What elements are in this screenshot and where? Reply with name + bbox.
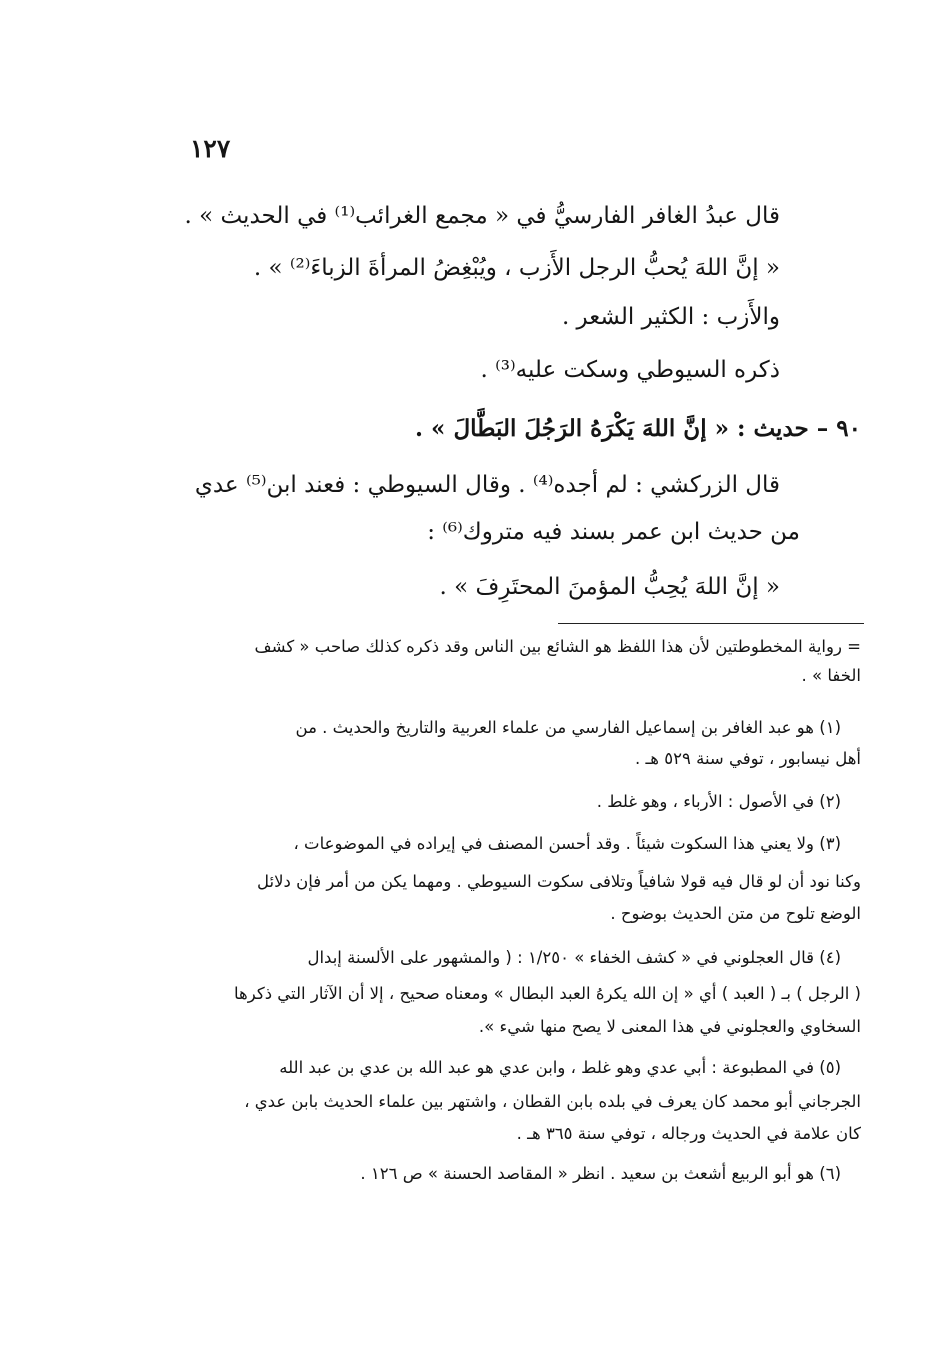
footnote-3-line-2: وكنا نود أن لو قال فيه قولا شافياً وتلافى سكوت السيوطي . ومهما يكن من أمر فإن دلائل	[257, 872, 861, 891]
text-line-8: « إنَّ اللهَ يُحِبُّ المؤمنَ المحتَرِفَ » .	[439, 574, 780, 600]
footnote-continued-line-2: الخفا » .	[801, 666, 861, 685]
text-line-6: قال الزركشي : لم أجده⁽⁴⁾ . وقال السيوطي : فعند ابن⁽⁵⁾ عدي	[194, 472, 780, 498]
footnote-1-line-1: (١) هو عبد الغافر بن إسماعيل الفارسي من علماء العربية والتاريخ والحديث . من	[295, 718, 841, 737]
footnote-3-line-1: (٣) ولا يعني هذا السكوت شيئاً . وقد أحسن المصنف في إيراده في الموضوعات ،	[293, 834, 841, 853]
footnote-1-line-2: أهل نيسابور ، توفي سنة ٥٢٩ هـ .	[634, 749, 861, 768]
page-number: ١٢٧	[190, 134, 231, 163]
text-line-4: ذكره السيوطي وسكت عليه⁽³⁾ .	[480, 357, 780, 383]
footnote-divider	[558, 623, 864, 624]
footnote-2: (٢) في الأصول : الأرباء ، وهو غلط .	[596, 792, 841, 811]
footnote-6: (٦) هو أبو الربيع أشعث بن سعيد . انظر « المقاصد الحسنة » ص ١٢٦ .	[360, 1164, 841, 1183]
footnote-3-line-3: الوضع تلوح من متن الحديث بوضوح .	[610, 904, 861, 923]
footnote-5-line-3: كان علامة في الحديث ورجاله ، توفي سنة ٣٦٥ هـ .	[516, 1124, 861, 1143]
footnote-4-line-2: ( الرجل ) بـ ( العبد ) أي « إن الله يكرهُ العبد البطال » ومعناه صحيح ، إلا أن الآثار التي ذكرها	[234, 984, 861, 1003]
text-line-2: « إنَّ اللهَ يُحبُّ الرجل الأَزب ، ويُبْغِضُ المرأةَ الزباءَ⁽²⁾ » .	[253, 255, 780, 281]
text-line-3: والأَزب : الكثير الشعر .	[561, 304, 780, 330]
footnote-4-line-1: (٤) قال العجلوني في « كشف الخفاء » ١/٢٥٠ : ( والمشهور على الألسنة إبدال	[307, 948, 841, 967]
footnote-4-line-3: السخاوي والعجلوني في هذا المعنى لا يصح منها شيء ».	[478, 1017, 861, 1036]
text-line-7: من حديث ابن عمر بسند فيه متروك⁽⁶⁾ :	[427, 519, 800, 545]
text-line-1: قال عبدُ الغافر الفارسيُّ في « مجمع الغرائب⁽¹⁾ في الحديث » .	[184, 203, 780, 229]
footnote-5-line-2: الجرجاني أبو محمد كان يعرف في بلده بابن القطان ، واشتهر بين علماء الحديث بابن عدي ،	[244, 1092, 861, 1111]
hadith-90-heading: ٩٠ – حديث : « إنَّ اللهَ يَكْرَهُ الرَجُلَ البَطَّالَ » .	[415, 415, 861, 442]
footnote-continued-line-1: = رواية المخطوطتين لأن هذا اللفظ هو الشائع بين الناس وقد ذكره كذلك صاحب « كشف	[254, 637, 861, 656]
footnote-5-line-1: (٥) في المطبوعة : أبي عدي وهو غلط ، وابن عدي هو عبد الله بن عدي بن عبد الله	[279, 1058, 841, 1077]
